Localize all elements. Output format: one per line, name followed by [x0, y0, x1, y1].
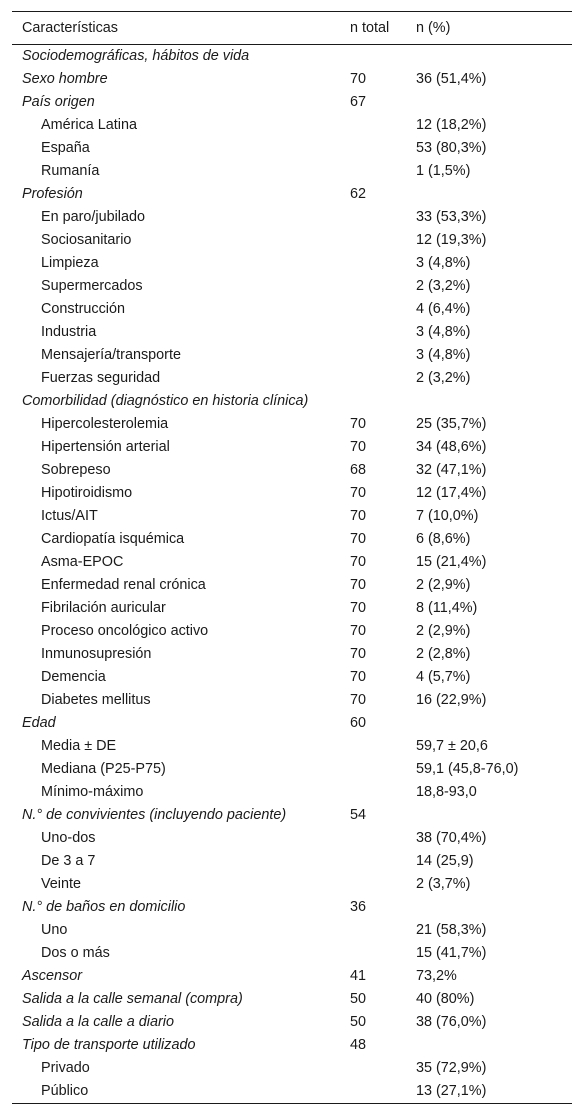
n-percent-cell: 4 (6,4%) [416, 301, 471, 317]
n-percent-cell: 2 (3,7%) [416, 876, 471, 892]
n-total-cell: 70 [350, 508, 367, 524]
n-total-cell: 67 [350, 94, 367, 110]
n-percent-cell: 15 (21,4%) [416, 554, 487, 570]
n-total-cell: 62 [350, 186, 367, 202]
n-percent-cell: 7 (10,0%) [416, 508, 479, 524]
n-percent-cell: 12 (19,3%) [416, 232, 487, 248]
n-percent-cell: 40 (80%) [416, 991, 475, 1007]
n-total-cell [350, 827, 416, 850]
n-percent-cell: 59,1 (45,8-76,0) [416, 761, 519, 777]
n-total-cell [350, 1080, 416, 1104]
n-total-cell [350, 298, 416, 321]
table-row [12, 781, 572, 804]
table-row [12, 1080, 572, 1104]
n-total-cell: 70 [350, 577, 367, 593]
subcategory-label: Construcción [41, 301, 125, 317]
table-row [12, 298, 572, 321]
table-row [12, 459, 572, 482]
subcategory-label: Industria [41, 324, 97, 340]
category-label: N.° de baños en domicilio [22, 899, 186, 915]
subcategory-label: América Latina [41, 117, 137, 133]
subcategory-label: Privado [41, 1060, 90, 1076]
n-total-cell: 70 [350, 600, 367, 616]
table-row [12, 114, 572, 137]
n-total-cell [350, 229, 416, 252]
n-percent-cell: 34 (48,6%) [416, 439, 487, 455]
category-label: Tipo de transporte utilizado [22, 1037, 196, 1053]
subcategory-label: Uno-dos [41, 830, 96, 846]
n-percent-cell [416, 712, 572, 735]
n-total-cell: 48 [350, 1037, 367, 1053]
n-percent-cell: 38 (70,4%) [416, 830, 487, 846]
table-row [12, 988, 572, 1011]
n-percent-cell: 35 (72,9%) [416, 1060, 487, 1076]
subcategory-label: Limpieza [41, 255, 99, 271]
table-row [12, 68, 572, 91]
subcategory-label: Dos o más [41, 945, 110, 961]
n-percent-cell: 32 (47,1%) [416, 462, 487, 478]
subcategory-label: Veinte [41, 876, 82, 892]
n-total-cell: 54 [350, 807, 367, 823]
subcategory-label: Media ± DE [41, 738, 117, 754]
characteristics-table-container [12, 11, 572, 1104]
category-label: Sociodemográficas, hábitos de vida [22, 48, 250, 64]
table-row [12, 344, 572, 367]
n-percent-cell: 12 (18,2%) [416, 117, 487, 133]
n-percent-cell: 3 (4,8%) [416, 255, 471, 271]
subcategory-label: Asma-EPOC [41, 554, 124, 570]
subcategory-label: Mensajería/transporte [41, 347, 181, 363]
table-row [12, 45, 572, 69]
subcategory-label: De 3 a 7 [41, 853, 96, 869]
table-row [12, 137, 572, 160]
n-total-cell: 41 [350, 968, 367, 984]
n-total-cell [350, 758, 416, 781]
n-total-cell: 60 [350, 715, 367, 731]
header-row [12, 12, 572, 45]
table-row [12, 505, 572, 528]
table-row [12, 528, 572, 551]
subcategory-label: Diabetes mellitus [41, 692, 151, 708]
n-total-cell: 70 [350, 669, 367, 685]
n-total-cell: 50 [350, 1014, 367, 1030]
table-row [12, 758, 572, 781]
subcategory-label: Proceso oncológico activo [41, 623, 209, 639]
n-percent-cell: 4 (5,7%) [416, 669, 471, 685]
header-n-percent: n (%) [416, 19, 451, 36]
table-row [12, 965, 572, 988]
n-percent-cell: 13 (27,1%) [416, 1083, 487, 1099]
n-total-cell [350, 1057, 416, 1080]
n-total-cell: 70 [350, 439, 367, 455]
n-percent-cell: 25 (35,7%) [416, 416, 487, 432]
n-total-cell: 70 [350, 692, 367, 708]
n-percent-cell [416, 91, 572, 114]
table-row [12, 666, 572, 689]
n-percent-cell [416, 804, 572, 827]
subcategory-label: Fuerzas seguridad [41, 370, 161, 386]
category-label: N.° de convivientes (incluyendo paciente) [22, 807, 287, 823]
n-percent-cell: 18,8-93,0 [416, 784, 477, 800]
subcategory-label: Público [41, 1083, 89, 1099]
table-row [12, 183, 572, 206]
n-percent-cell [416, 45, 572, 69]
table-row [12, 367, 572, 390]
table-row [12, 942, 572, 965]
n-percent-cell [416, 1034, 572, 1057]
n-percent-cell: 2 (2,9%) [416, 623, 471, 639]
table-row [12, 689, 572, 712]
n-percent-cell: 2 (3,2%) [416, 370, 471, 386]
table-row [12, 896, 572, 919]
n-percent-cell [416, 390, 572, 413]
subcategory-label: Hipercolesterolemia [41, 416, 169, 432]
n-percent-cell: 14 (25,9) [416, 853, 474, 869]
table-row [12, 1034, 572, 1057]
subcategory-label: Cardiopatía isquémica [41, 531, 185, 547]
n-percent-cell: 1 (1,5%) [416, 163, 471, 179]
n-total-cell: 70 [350, 416, 367, 432]
n-total-cell: 70 [350, 531, 367, 547]
table-row [12, 1011, 572, 1034]
table-row [12, 206, 572, 229]
n-total-cell: 70 [350, 646, 367, 662]
table-body [12, 45, 572, 1104]
table-row [12, 160, 572, 183]
n-percent-cell [416, 183, 572, 206]
n-percent-cell: 16 (22,9%) [416, 692, 487, 708]
n-total-cell [350, 873, 416, 896]
subcategory-label: En paro/jubilado [41, 209, 146, 225]
table-row [12, 436, 572, 459]
n-percent-cell: 15 (41,7%) [416, 945, 487, 961]
subcategory-label: Mediana (P25-P75) [41, 761, 166, 777]
n-percent-cell: 2 (3,2%) [416, 278, 471, 294]
n-total-cell: 50 [350, 991, 367, 1007]
category-label: Sexo hombre [22, 71, 108, 87]
n-total-cell [350, 252, 416, 275]
n-percent-cell: 2 (2,8%) [416, 646, 471, 662]
table-row [12, 735, 572, 758]
n-total-cell: 70 [350, 71, 367, 87]
n-total-cell [350, 114, 416, 137]
table-row [12, 1057, 572, 1080]
n-total-cell: 70 [350, 623, 367, 639]
subcategory-label: Supermercados [41, 278, 143, 294]
n-percent-cell: 2 (2,9%) [416, 577, 471, 593]
n-total-cell [350, 160, 416, 183]
n-total-cell [350, 321, 416, 344]
table-row [12, 873, 572, 896]
n-percent-cell: 3 (4,8%) [416, 324, 471, 340]
subcategory-label: Sobrepeso [41, 462, 111, 478]
n-percent-cell: 36 (51,4%) [416, 71, 487, 87]
n-total-cell [350, 781, 416, 804]
n-total-cell [350, 850, 416, 873]
table-row [12, 919, 572, 942]
n-total-cell: 70 [350, 554, 367, 570]
subcategory-label: Demencia [41, 669, 106, 685]
subcategory-label: Hipotiroidismo [41, 485, 133, 501]
n-percent-cell: 8 (11,4%) [416, 600, 478, 616]
header-n-total: n total [350, 19, 390, 36]
n-percent-cell: 38 (76,0%) [416, 1014, 487, 1030]
table-row [12, 321, 572, 344]
n-total-cell [350, 275, 416, 298]
subcategory-label: Enfermedad renal crónica [41, 577, 206, 593]
n-total-cell [350, 735, 416, 758]
table-row [12, 712, 572, 735]
n-total-cell [350, 344, 416, 367]
n-total-cell [350, 45, 416, 69]
subcategory-label: España [41, 140, 90, 156]
n-percent-cell: 59,7 ± 20,6 [416, 738, 488, 754]
subcategory-label: Sociosanitario [41, 232, 132, 248]
table-row [12, 390, 572, 413]
category-label: País origen [22, 94, 95, 110]
n-total-cell: 70 [350, 485, 367, 501]
n-percent-cell: 53 (80,3%) [416, 140, 487, 156]
subcategory-label: Inmunosupresión [41, 646, 152, 662]
category-label: Ascensor [22, 968, 82, 984]
n-percent-cell: 33 (53,3%) [416, 209, 487, 225]
subcategory-label: Fibrilación auricular [41, 600, 166, 616]
n-total-cell [350, 390, 416, 413]
n-percent-cell: 6 (8,6%) [416, 531, 471, 547]
table-row [12, 597, 572, 620]
table-row [12, 574, 572, 597]
category-label: Salida a la calle a diario [22, 1014, 174, 1030]
table-row [12, 804, 572, 827]
category-label: Edad [22, 715, 56, 731]
table-row [12, 275, 572, 298]
n-total-cell [350, 919, 416, 942]
table-row [12, 827, 572, 850]
n-percent-cell [416, 896, 572, 919]
n-total-cell: 36 [350, 899, 367, 915]
table-row [12, 850, 572, 873]
subcategory-label: Hipertensión arterial [41, 439, 170, 455]
category-label: Salida a la calle semanal (compra) [22, 991, 243, 1007]
subcategory-label: Rumanía [41, 163, 100, 179]
n-percent-cell: 73,2% [416, 968, 457, 984]
table-row [12, 252, 572, 275]
n-percent-cell: 3 (4,8%) [416, 347, 471, 363]
subcategory-label: Uno [41, 922, 68, 938]
subcategory-label: Mínimo-máximo [41, 784, 144, 800]
subcategory-label: Ictus/AIT [41, 508, 98, 524]
table-row [12, 643, 572, 666]
n-percent-cell: 12 (17,4%) [416, 485, 487, 501]
table-row [12, 413, 572, 436]
table-header [12, 12, 572, 45]
table-row [12, 229, 572, 252]
n-total-cell: 68 [350, 462, 367, 478]
table-row [12, 620, 572, 643]
n-total-cell [350, 942, 416, 965]
characteristics-table [12, 11, 572, 1104]
category-label: Profesión [22, 186, 83, 202]
header-characteristics: Características [22, 19, 118, 36]
table-row [12, 551, 572, 574]
table-row [12, 482, 572, 505]
n-total-cell [350, 206, 416, 229]
n-total-cell [350, 137, 416, 160]
category-label: Comorbilidad (diagnóstico en historia clínica) [22, 393, 309, 409]
n-total-cell [350, 367, 416, 390]
table-row [12, 91, 572, 114]
n-percent-cell: 21 (58,3%) [416, 922, 487, 938]
